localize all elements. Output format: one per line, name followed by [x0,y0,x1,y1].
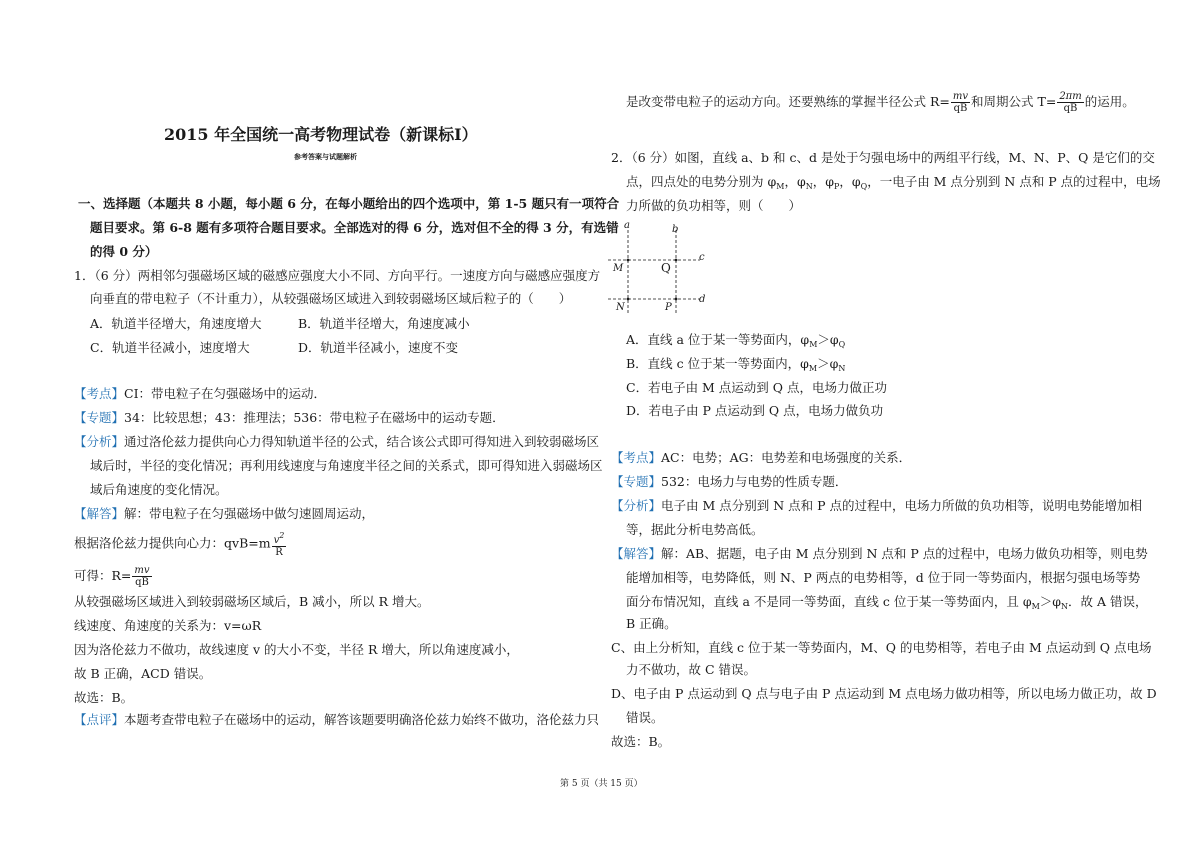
label-p: P [665,302,672,313]
q2-kaodian-text: AC：电势；AG：电势差和电场强度的关系． [661,450,912,465]
label-b: b [672,224,679,235]
q1-dianping-line1 [74,708,599,732]
q2-sub-p: P [833,182,840,191]
point-n [627,298,630,301]
q2-sub-q: Q [860,182,868,191]
jieda-text1: 解：带电粒子在匀强磁场中做匀速圆周运动， [124,506,375,521]
cont-suffix: 的运用。 [1084,94,1135,109]
q1-jieda-line6: 故 B 正确，ACD 错误。 [74,666,212,681]
q1-choice: 故选：B。 [74,690,134,705]
fenxi-text1: 通过洛伦兹力提供向心力得知轨道半径的公式，结合该公式即可得知进入到较弱磁场区 [124,434,600,449]
dianping-text1: 本题考查带电粒子在磁场中的运动，解答该题要明确洛伦兹力始终不做功，洛伦兹力只 [124,712,600,727]
q1-jieda-line3: 从较强磁场区域进入到较弱磁场区域后，B 减小，所以 R 增大。 [74,594,430,609]
q1-stem-line1: 1．（6 分）两相邻匀强磁场区域的磁感应强度大小不同、方向平行。一速度方向与磁感应强度方 [74,268,601,283]
radius-den: qB [953,103,968,114]
q2-jieda3-b: ＞φ [1039,594,1062,609]
q2-line2-e: ，一电子由 M 点分别到 N 点和 P 点的过程中，电场 [867,174,1161,189]
q2-optb-a: B．直线 c 位于某一等势面内，φ [626,356,809,371]
q2-c-line1: C、由上分析知，直线 c 位于某一等势面内，M、Q 的电势相等，若电子由 M 点运动到 Q 点电场 [611,640,1152,655]
q2-sub-m: M [776,182,785,191]
q1-jieda-line1 [74,502,374,526]
q2-optb-sub-n: N [838,364,846,373]
q2-line2-c: ，φ [812,174,834,189]
q2-zhuanti-text: 532：电场力与电势的性质专题． [661,474,848,489]
q1-option-c: C．轨道半径减小，速度增大 [90,340,250,355]
eq2-prefix: 可得：R= [74,568,132,583]
period-num: 2πm [1059,91,1082,102]
q2-kaodian-tag: 【考点】 [611,450,662,465]
q1-stem-line2: 向垂直的带电粒子（不计重力），从较强磁场区域进入到较弱磁场区域后粒子的（ ） [90,291,572,306]
q2-opta-b: ＞φ [817,332,839,347]
period-den: qB [1063,103,1078,114]
cont-prefix: 是改变带电粒子的运动方向。还要熟练的掌握半径公式 R= [626,94,950,109]
eq1-den: R [275,547,283,558]
q2-zhuanti-tag: 【专题】 [611,474,662,489]
q2-jieda3-a: 面分布情况知，直线 a 不是同一等势面，直线 c 位于某一等势面内，且 φ [626,594,1032,609]
q2-jieda3-sub-m: M [1031,602,1040,611]
radius-fraction [951,91,970,114]
kaodian-text: CI：带电粒子在匀强磁场中的运动． [124,386,327,401]
q1-jieda-line4: 线速度、角速度的关系为：v=ωR [74,618,262,633]
eq1-num: v [273,535,280,546]
q1-jieda-line5: 因为洛伦兹力不做功，故线速度 v 的大小不变，半径 R 增大，所以角速度减小， [74,642,519,657]
q2-d-line1: D、电子由 P 点运动到 Q 点与电子由 P 点运动到 M 点电场力做功相等，所以电场力做正功，故 D [611,686,1157,701]
q2-zhuanti [611,470,847,494]
q2-stem-line1: 2．（6 分）如图，直线 a、b 和 c、d 是处于匀强电场中的两组平行线，M、N、P、Q 是它们的交 [611,150,1155,165]
kaodian-tag: 【考点】 [74,386,125,401]
q2-optb-b: ＞φ [817,356,839,371]
q1-fenxi-line3: 域后角速度的变化情况。 [90,482,228,497]
q2-opta-a: A．直线 a 位于某一等势面内，φ [626,332,810,347]
eq2-fraction [132,565,151,588]
page-title: 2015 年全国统一高考物理试卷（新课标Ⅰ） [164,125,478,144]
label-m: M [613,263,624,274]
q1-option-d: D．轨道半径减小，速度不变 [298,340,459,355]
radius-num: mv [952,91,969,102]
eq2-num: mv [134,565,150,576]
q1-fenxi-line1 [74,430,599,454]
q2-jieda-line1 [611,542,1148,566]
q2-jieda-text1: 解：AB、据题，电子由 M 点分别到 N 点和 P 点的过程中，电场力做负功相等，则电势 [661,546,1148,561]
q2-d-line2: 错误。 [626,710,664,725]
cont-mid: 和周期公式 T= [971,94,1057,109]
eq1-fraction [272,530,287,558]
eq1-prefix: 根据洛伦兹力提供向心力：qvB=m [74,535,271,551]
fenxi-tag: 【分析】 [74,434,125,449]
eq2-den: qB [135,577,149,588]
q2-fenxi-text1: 电子由 M 点分别到 N 点和 P 点的过程中，电场力所做的负功相等，说明电势能增加相 [661,498,1143,513]
jieda-tag: 【解答】 [74,506,125,521]
q2-kaodian [611,446,911,470]
q2-opta-sub-q: Q [838,340,846,349]
q2-fenxi-line1 [611,494,1142,518]
q2-option-c: C．若电子由 M 点运动到 Q 点，电场力做正功 [626,380,888,395]
q2-jieda-line2: 能增加相等，电势降低，则 N、P 两点的电势相等，d 位于同一等势面内，根据匀强电场等势 [626,570,1141,585]
point-q [675,259,678,262]
q2-optb-sub-m: M [808,364,818,373]
q2-figure [604,218,714,318]
label-a: a [624,220,630,231]
q2-jieda-line4: B 正确。 [626,616,677,631]
page-subtitle: 参考答案与试题解析 [294,152,357,161]
zhuanti-tag: 【专题】 [74,410,125,425]
period-fraction [1057,91,1083,114]
q2-jieda-line3 [626,590,1148,619]
page-footer: 第 5 页（共 15 页） [560,779,643,789]
eq1-sup: 2 [279,531,285,540]
q1-zhuanti [74,406,505,430]
q2-line2-b: ，φ [784,174,806,189]
section-heading-line2: 题目要求。第 6-8 题有多项符合题目要求。全部选对的得 6 分，选对但不全的得 3 分，有选错 [90,220,619,235]
q1-kaodian [74,382,326,406]
q1-option-a: A．轨道半径增大，角速度增大 [90,316,262,331]
q1-fenxi-line2: 域后时，半径的变化情况；再利用线速度与角速度半径之间的关系式，即可得知进入弱磁场区 [90,458,603,473]
q2-c-line2: 力不做功，故 C 错误。 [626,662,757,677]
q1-equation-radius [74,564,153,588]
q2-choice: 故选：B。 [611,734,671,749]
q2-fenxi-tag: 【分析】 [611,498,662,513]
q2-sub-n: N [805,182,813,191]
label-d: d [699,294,706,305]
q2-option-d: D．若电子由 P 点运动到 Q 点，电场力做负功 [626,403,884,418]
q2-jieda3-c: ．故 A 错误， [1068,594,1148,609]
section-heading-line3: 的得 0 分） [90,244,158,259]
dianping-tag: 【点评】 [74,712,125,727]
q1-equation-force [74,530,287,558]
q2-opta-sub-m: M [809,340,818,349]
q2-line2-d: ，φ [839,174,861,189]
section-heading-line1: 一、选择题（本题共 8 小题，每小题 6 分，在每小题给出的四个选项中，第 1-5 题只有一项符合 [78,196,620,211]
label-c: c [699,252,705,263]
q2-jieda3-sub-n: N [1061,602,1069,611]
q2-line2-a: 点，四点处的电势分别为 φ [626,174,777,189]
point-m [627,259,630,262]
label-q: Q [661,261,671,275]
q2-stem-line3: 力所做的负功相等，则（ ） [626,198,802,213]
q2-fenxi-line2: 等，据此分析电势高低。 [626,522,764,537]
point-p [675,298,678,301]
label-n: N [616,302,625,313]
q2-jieda-tag: 【解答】 [611,546,662,561]
zhuanti-text: 34：比较思想；43：推理法；536：带电粒子在磁场中的运动专题． [124,410,505,425]
q1-dianping-continued [626,90,1135,114]
q1-option-b: B．轨道半径增大，角速度减小 [298,316,470,331]
